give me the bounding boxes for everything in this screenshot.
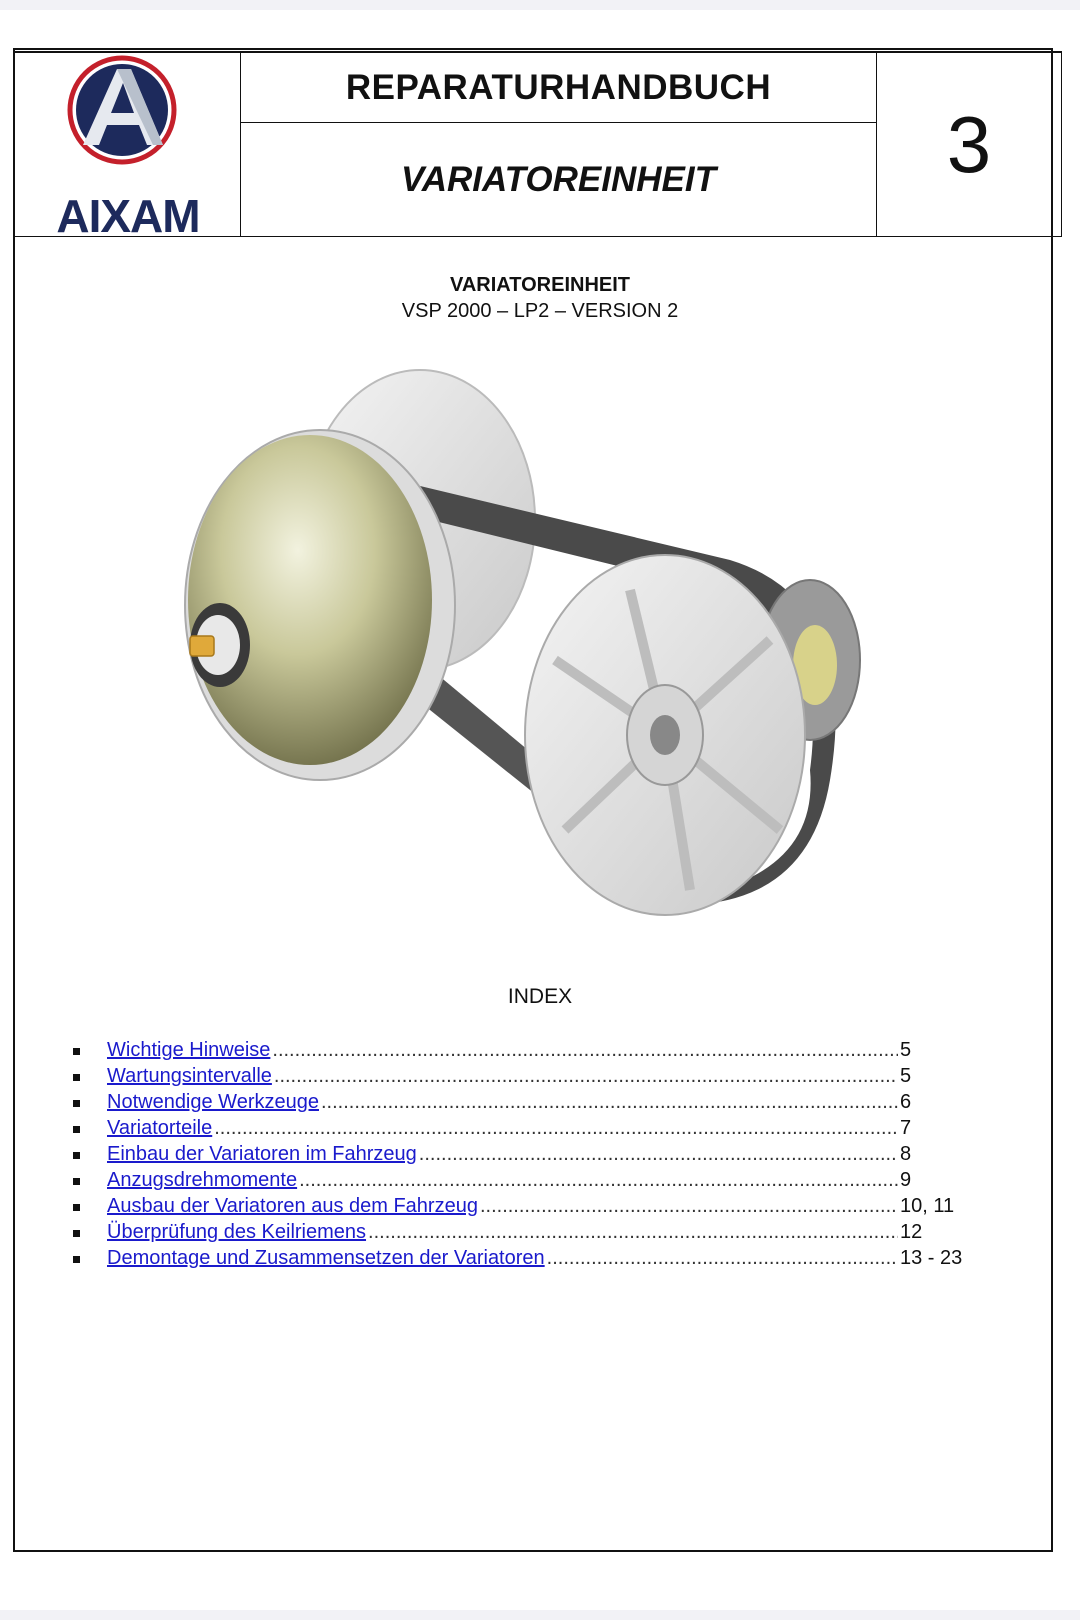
toc-page: 9 (900, 1169, 912, 1191)
bullet-icon (73, 1178, 80, 1185)
chapter-number: 3 (877, 53, 1062, 236)
bullet-icon (73, 1204, 80, 1211)
toc-page: 12 (900, 1221, 923, 1243)
toc-page: 5 (900, 1039, 912, 1061)
brand-wordmark: AIXAM (56, 190, 200, 242)
toc-item (70, 1167, 1000, 1193)
toc-item (70, 1115, 1000, 1141)
variator-illustration (170, 360, 890, 930)
bullet-icon (73, 1048, 80, 1055)
bullet-icon (73, 1152, 80, 1159)
document-subheading: VSP 2000 – LP2 – VERSION 2 (401, 300, 679, 322)
toc-item (70, 1219, 1000, 1245)
document-header (13, 51, 1062, 242)
toc-item (70, 1063, 1000, 1089)
section-title: VARIATOREINHEIT (400, 159, 717, 199)
toc-item (70, 1193, 1000, 1219)
index-title: INDEX (507, 985, 573, 1008)
logo-cell (13, 53, 241, 242)
toc-link[interactable]: Einbau der Variatoren im Fahrzeug (107, 1143, 417, 1165)
toc-link[interactable]: Variatorteile (107, 1117, 213, 1139)
toc-item (70, 1245, 1000, 1271)
toc-page: 6 (900, 1091, 912, 1113)
toc-link[interactable]: Wichtige Hinweise (107, 1039, 271, 1061)
toc-link[interactable]: Wartungsintervalle (107, 1065, 272, 1087)
toc-link[interactable]: Notwendige Werkzeuge (107, 1091, 319, 1113)
toc-link[interactable]: Ausbau der Variatoren aus dem Fahrzeug (107, 1195, 478, 1217)
center-nut (190, 636, 214, 656)
document-heading: VARIATOREINHEIT (449, 274, 630, 296)
bullet-icon (73, 1074, 80, 1081)
primary-dome (188, 435, 432, 765)
manual-title: REPARATURHANDBUCH (241, 53, 876, 123)
toc-page: 13 - 23 (900, 1247, 963, 1269)
bullet-icon (73, 1100, 80, 1107)
toc-link[interactable]: Anzugsdrehmomente (107, 1169, 298, 1191)
bullet-icon (73, 1230, 80, 1237)
bullet-icon (73, 1126, 80, 1133)
aixam-logo-icon (13, 53, 241, 193)
title-cell (241, 53, 877, 236)
toc-page: 10, 11 (900, 1195, 955, 1217)
toc-item (70, 1037, 1000, 1063)
bullet-icon (73, 1256, 80, 1263)
toc-item (70, 1089, 1000, 1115)
toc-page: 7 (900, 1117, 912, 1139)
toc-link[interactable]: Demontage und Zusammensetzen der Variatoren (107, 1247, 545, 1269)
toc-item (70, 1141, 1000, 1167)
toc-page: 8 (900, 1143, 912, 1165)
toc-link[interactable]: Überprüfung des Keilriemens (107, 1221, 367, 1243)
toc-page: 5 (900, 1065, 912, 1087)
table-of-contents (70, 1037, 1000, 1271)
